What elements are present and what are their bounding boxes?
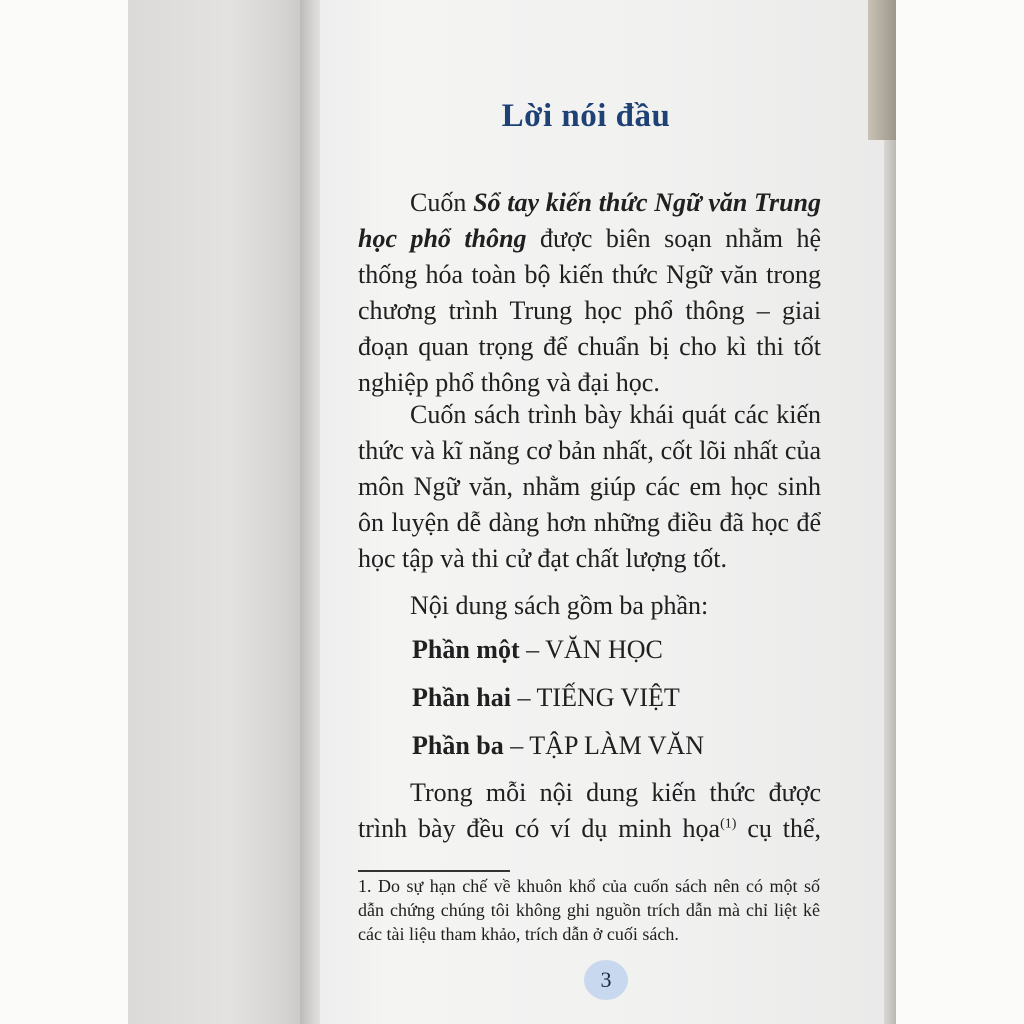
page-heading: Lời nói đầu [501, 98, 671, 134]
table-edge [868, 0, 896, 140]
background-right [896, 0, 1024, 1024]
paragraph-1 [358, 185, 821, 401]
part-item [412, 632, 663, 668]
part-value: TIẾNG VIỆT [536, 683, 680, 712]
page-number-badge [584, 960, 628, 1000]
part-separator: – [511, 683, 537, 712]
part-value: TẬP LÀM VĂN [529, 731, 705, 760]
paragraph-1-intro: Cuốn [410, 188, 474, 217]
paragraph-4-text: Trong mỗi nội dung kiến thức được trình bày đều có ví dụ minh họa [358, 778, 821, 843]
paragraph-4-tail: cụ thể, [736, 814, 822, 843]
paragraph-3: Nội dung sách gồm ba phần: [410, 591, 709, 620]
part-separator: – [519, 635, 546, 664]
left-page [128, 0, 310, 1024]
paragraph-1-text: được biên soạn nhằm hệ thống hóa toàn bộ kiến thức Ngữ văn trong chương trình Trung học phổ thông – giai đoạn quan trọng để chuẩn bị cho kì thi tốt nghiệp phổ thông và đại học. [358, 224, 821, 397]
part-label: Phần hai [412, 683, 511, 712]
part-label: Phần một [412, 635, 520, 664]
footnote-divider [358, 870, 510, 872]
footnote: 1. Do sự hạn chế về khuôn khổ của cuốn sách nên có một số dẫn chứng chúng tôi không ghi nguồn trích dẫn mà chỉ liệt kê các tài liệu tham khảo, trích dẫn ở cuối sách. [358, 876, 820, 944]
paragraph-4 [358, 775, 821, 847]
part-item [412, 680, 680, 716]
part-label: Phần ba [412, 731, 504, 760]
part-item [412, 728, 704, 764]
page-number: 3 [600, 967, 612, 992]
page-edge [884, 0, 896, 1024]
book-title: Sổ tay kiến thức Ngữ văn Trung học phổ thông [358, 188, 822, 253]
background-left [0, 0, 128, 1024]
paragraph-2: Cuốn sách trình bày khái quát các kiến thức và kĩ năng cơ bản nhất, cốt lõi nhất của môn Ngữ văn, nhằm giúp các em học sinh ôn luyện dễ dàng hơn những điều đã học để học tập và thi cử đạt chất lượng tốt. [358, 400, 821, 573]
part-separator: – [503, 731, 530, 760]
footnote-reference: (1) [720, 816, 737, 832]
part-value: VĂN HỌC [545, 635, 663, 664]
